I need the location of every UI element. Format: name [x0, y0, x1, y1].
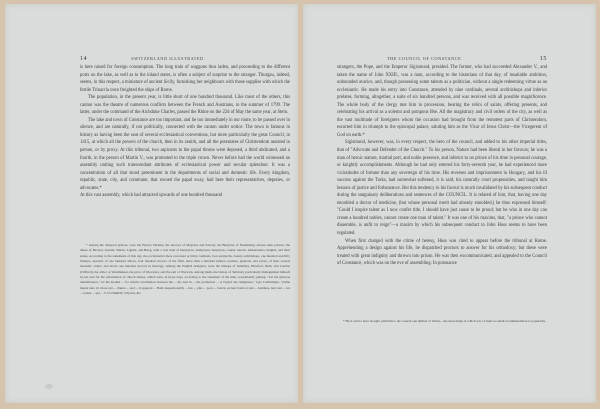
left-running-head: [80, 56, 290, 62]
paragraph: is here raised for foreign consumption. The long train of waggons thus laden, and proceeding to the different ports on the lake, as well as to the inland states, is often a subject of surprise to the stranger. Thurgau, indeed, seems, in this respect, a miniature of ancient Sicily, furnishing her neighbours with those supplies with which the fertile Trinacria once freighted the ships of Rome.: [80, 65, 290, 93]
right-running-head: [337, 56, 547, 62]
paragraph: The population, in the present year, is little short of one hundred thousand. Like most of the others, this canton was the theatre of numerous conflicts between the French and Austrians, in the summer of 1799. The latter, under the command of the Archduke Charles, passed the Rhine on the 22d of May the same year, at Stein.: [80, 95, 290, 116]
footnote-text: * Among the temporal princes, were the Elector Palatine, the electors of Mayence and Saxony, the Burgrave of Nuremberg, eleven other princes, the dukes of Bavaria, Austria, Silesia, Lignitz, and Brieg, with a vast train of margraves, landgraves, burgraves, counts, barons, ambassadors, knights, and their suites. According to the statements of that day, the ecclesiastics there convened or thirty cardinals, four patriarchs, twenty archbishops, one hundred and fifty bishops, upwards of one hundred abbots, four hundred doctors of the faith, more than a hundred inferior prelates, generals, and priors, of their several monastic orders, and above one hundred doctors in theology. Among the English delegates, were the bishops of Salisbury, Hereford, Bath, and London (Clifford), the abbot of Westminster, the prior of Worcester, and the earl of Warwick. Among them, the bishop of Salisbury particularly distinguished himself by his zeal for the reformation of church abuses, which were, in those days, according to the statement of the time, scandalously glaring. "Let his glorious remembrance," let his modest ... for reform conciliation between the ... his zeal in ... his promotion ... A l'egard des religieuses," says Comminges, "j'aime mieux taire ici chose qui ... d'autre ... and ... il opperoit ... Both unquestionably ... has ... plus ... pour ... trouvé, en leur bonté et rien ... hommes, leur tour ... les ... bonne ... qui ... V. D. HARDT, l'Oyloni, &c.: [80, 243, 290, 296]
running-head-title: THE COUNCIL OF CONSTANCE.: [387, 56, 463, 61]
right-footnote: [337, 319, 547, 324]
right-page: [303, 4, 596, 403]
left-body-text: [80, 64, 290, 200]
paragraph: Sigismund, however, was, in every respect, the hero of the council, and added to his other imperial titles, that of "Advocate and Defender of the Church." To his person, Nature had been liberal in her favours; he was a man of heroic stature, martial port, and noble presence, and inferior to no prince of his time in personal courage, or knightly accomplishments. Although he had only entered his forty-seventh year, he had experienced more vicissitudes of fortune than any sovereign of his time. His reverses and imprisonment in Hungary, and his ill success against the Turks, had somewhat softened, it is said, his naturally cruel propensities, and taught him lessons of justice and forbearance. But this tendency in his favour is much invalidated by his subsequent conduct during the sanguinary deliberations and sentences of the COUNCIL. It is related of him, that, having one day ennobled a doctor of medicine, (but whose personal merit had already ennobled,) he thus expressed himself: "Could I inspire talent as I now confer title, I should have just cause to be proud; but he who in one day can create a hundred nobles, cannot create one man of talent." It was one of his maxims, that, "a prince who cannot dissemble, is unfit to reign"—a maxim by which his subsequent conduct to John Huss seems to have been regulated.: [337, 140, 547, 237]
right-body-text: [337, 64, 547, 268]
page-number: 14: [80, 56, 88, 62]
left-footnote: [80, 243, 290, 296]
paragraph: strangers, the Pope, and the Emperor Sigismund, presided. The former, who had succeeded Alexander V., and taken the name of John XXIII., was a man, according to the historians of that day, of insatiable ambition, unbounded avarice, and, though possessing some talents as a politician, without a single redeeming virtue as an ecclesiastic. He made his entry into Constance, attended by nine cardinals, several archbishops and inferior prelates, forming, altogether, a suite of six hundred persons, and was received with all possible magnificence. The whole body of the clergy met him in procession, bearing the relics of saints, offering presents, and celebrating his arrival as a solemn and pompous fête. All the magistracy and civil orders of the city, as well as the vast multitude of foreigners whom the occasion had brought from the remotest parts of Christendom, escorted him in triumph to the episcopal palace, saluting him as the Vicar of Jesus Christ—the Vicegerent of God on earth.*: [337, 65, 547, 138]
left-page: [5, 4, 298, 403]
paragraph: At this vast assembly, which had attracted upwards of one hundred thousand: [80, 193, 222, 199]
paper-blemish: [45, 384, 53, 389]
running-head-title: SWITZERLAND ILLUSTRATED.: [131, 56, 206, 61]
paragraph: When first charged with the crime of heresy, Huss was cited to appear before the tribunal at Rome. Apprehending a design against his life, he dispatched proctors to answer for his orthodoxy; but these were treated with great indignity and thrown into prison. He was then excommunicated, and appealed to the Council of Constance, which was on the eve of assembling. In pursuance: [337, 238, 547, 267]
paragraph: The lake and town of Constance are too important, and lie too immediately in our route, to be passed over in silence, and are naturally, if not politically, connected with the canton under notice. The town is famous in history as having been the seat of several ecclesiastical conventions, but more particularly the great Council, in 1415, at which all the powers of the church, then in its zenith, and all the potentates of Christendom assisted in person, or by proxy. At this tribunal, two aspirants to the papal throne were deposed, a third abdicated, and a fourth, in the person of Martin V., was promoted to the triple crown. Never before had the world witnessed an assembly uniting such transcendant attributes of ecclesiastical power and secular splendour. It was a concentration of all that stood preeminent in the departments of social and domestic life. Every kingdom, republic, state, city, and commune, that owned the papal sway, had here their representatives, deputies, or advocates.*: [80, 117, 290, 191]
page-number: 15: [539, 56, 547, 62]
footnote-text: * He is said to have brought with him to the council one million of florins—the knowledge of which was of itself no small recommendation to popularity.: [343, 319, 546, 323]
